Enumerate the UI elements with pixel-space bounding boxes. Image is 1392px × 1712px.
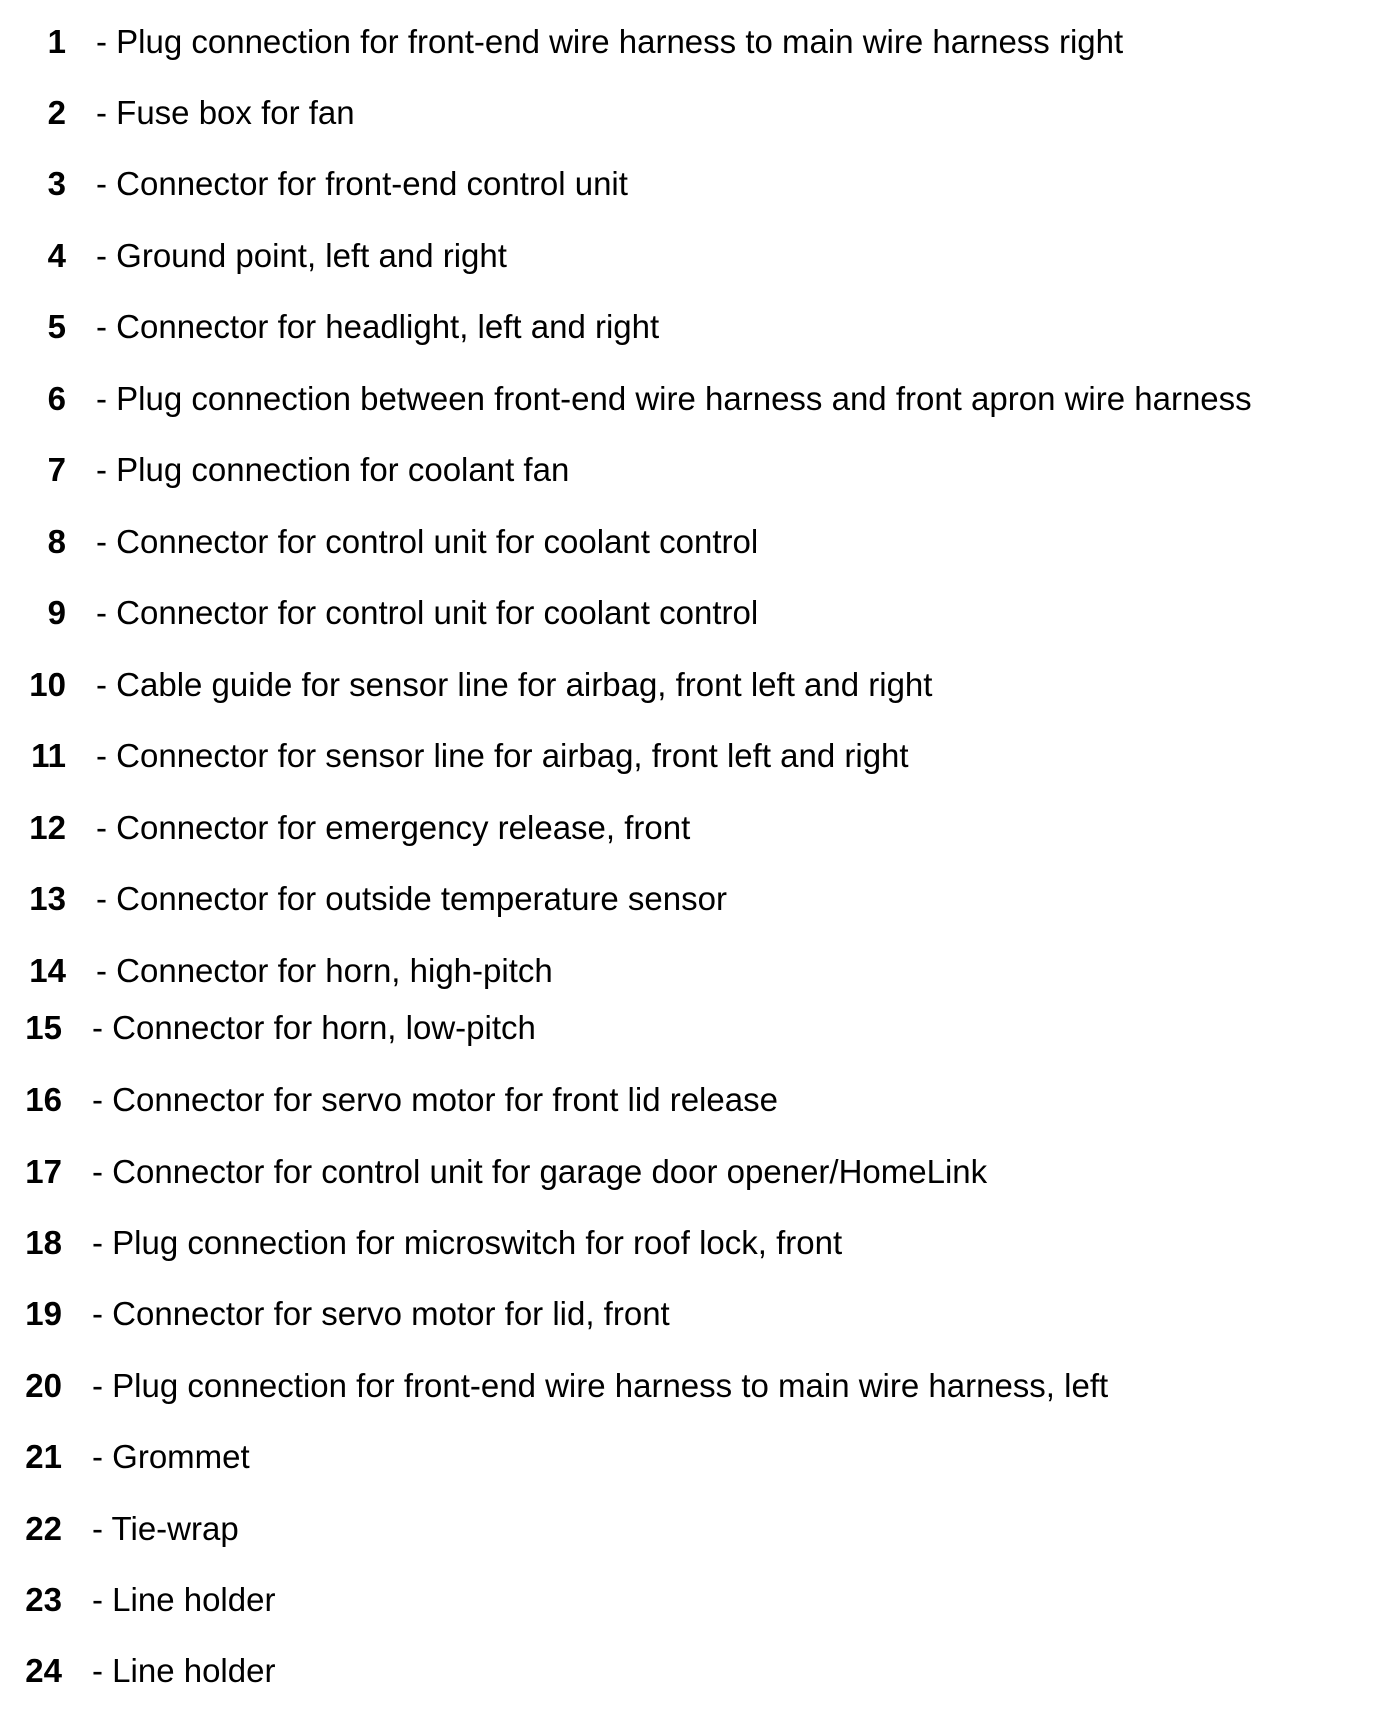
list-item (0, 949, 1392, 993)
list-item (0, 305, 1392, 349)
item-number: 5 (47, 308, 66, 345)
item-description: - Connector for servo motor for lid, front (92, 1295, 670, 1332)
item-number: 21 (25, 1438, 62, 1475)
item-number: 16 (25, 1081, 62, 1118)
list-item (0, 734, 1392, 778)
item-number: 6 (47, 380, 66, 417)
item-description: - Connector for control unit for coolant control (96, 594, 759, 631)
list-item (0, 877, 1392, 921)
item-number: 22 (25, 1510, 62, 1547)
item-description: - Plug connection for front-end wire harness to main wire harness, left (92, 1367, 1109, 1404)
item-description: - Connector for horn, low-pitch (92, 1009, 536, 1046)
item-number: 24 (25, 1652, 62, 1689)
item-number: 20 (25, 1367, 62, 1404)
item-number: 23 (25, 1581, 62, 1618)
item-number: 7 (47, 451, 66, 488)
list-item (0, 234, 1392, 278)
item-description: - Line holder (92, 1652, 276, 1689)
item-description: - Plug connection for coolant fan (96, 451, 570, 488)
item-number: 9 (47, 594, 66, 631)
item-number: 19 (25, 1295, 62, 1332)
item-description: - Cable guide for sensor line for airbag, front left and right (96, 666, 933, 703)
item-number: 10 (29, 666, 66, 703)
item-description: - Line holder (92, 1581, 276, 1618)
item-description: - Plug connection for front-end wire harness to main wire harness right (96, 23, 1124, 60)
item-number: 1 (47, 23, 66, 60)
item-number: 14 (29, 952, 66, 989)
item-description: - Connector for control unit for garage door opener/HomeLink (92, 1153, 988, 1190)
item-description: - Connector for horn, high-pitch (96, 952, 553, 989)
item-number: 13 (29, 880, 66, 917)
item-description: - Plug connection for microswitch for roof lock, front (92, 1224, 843, 1261)
item-description: - Tie-wrap (92, 1510, 239, 1547)
item-description: - Grommet (92, 1438, 250, 1475)
item-description: - Connector for outside temperature sensor (96, 880, 727, 917)
list-item (0, 1578, 1392, 1622)
list-item (0, 1364, 1392, 1408)
list-item (0, 1221, 1392, 1265)
item-description: - Connector for headlight, left and right (96, 308, 660, 345)
item-number: 17 (25, 1153, 62, 1190)
list-item (0, 663, 1392, 707)
list-item (0, 1006, 1392, 1050)
list-item (0, 1507, 1392, 1551)
list-item (0, 1078, 1392, 1122)
item-number: 4 (47, 237, 66, 274)
item-number: 11 (31, 737, 66, 774)
list-item (0, 1435, 1392, 1479)
list-item (0, 377, 1392, 421)
item-description: - Ground point, left and right (96, 237, 507, 274)
list-item (0, 162, 1392, 206)
item-number: 2 (47, 94, 66, 131)
item-description: - Fuse box for fan (96, 94, 355, 131)
item-number: 12 (29, 809, 66, 846)
list-item (0, 91, 1392, 135)
item-description: - Connector for front-end control unit (96, 165, 628, 202)
item-description: - Connector for servo motor for front lid release (92, 1081, 778, 1118)
item-description: - Connector for emergency release, front (96, 809, 691, 846)
list-item (0, 448, 1392, 492)
item-number: 15 (25, 1009, 62, 1046)
list-item (0, 520, 1392, 564)
item-number: 18 (25, 1224, 62, 1261)
list-item (0, 20, 1392, 64)
item-number: 3 (47, 165, 66, 202)
item-number: 8 (47, 523, 66, 560)
item-description: - Connector for control unit for coolant control (96, 523, 759, 560)
list-item (0, 1150, 1392, 1194)
list-item (0, 591, 1392, 635)
item-description: - Plug connection between front-end wire harness and front apron wire harness (96, 380, 1252, 417)
list-item (0, 1292, 1392, 1336)
item-description: - Connector for sensor line for airbag, front left and right (96, 737, 909, 774)
list-item (0, 806, 1392, 850)
list-item (0, 1649, 1392, 1693)
